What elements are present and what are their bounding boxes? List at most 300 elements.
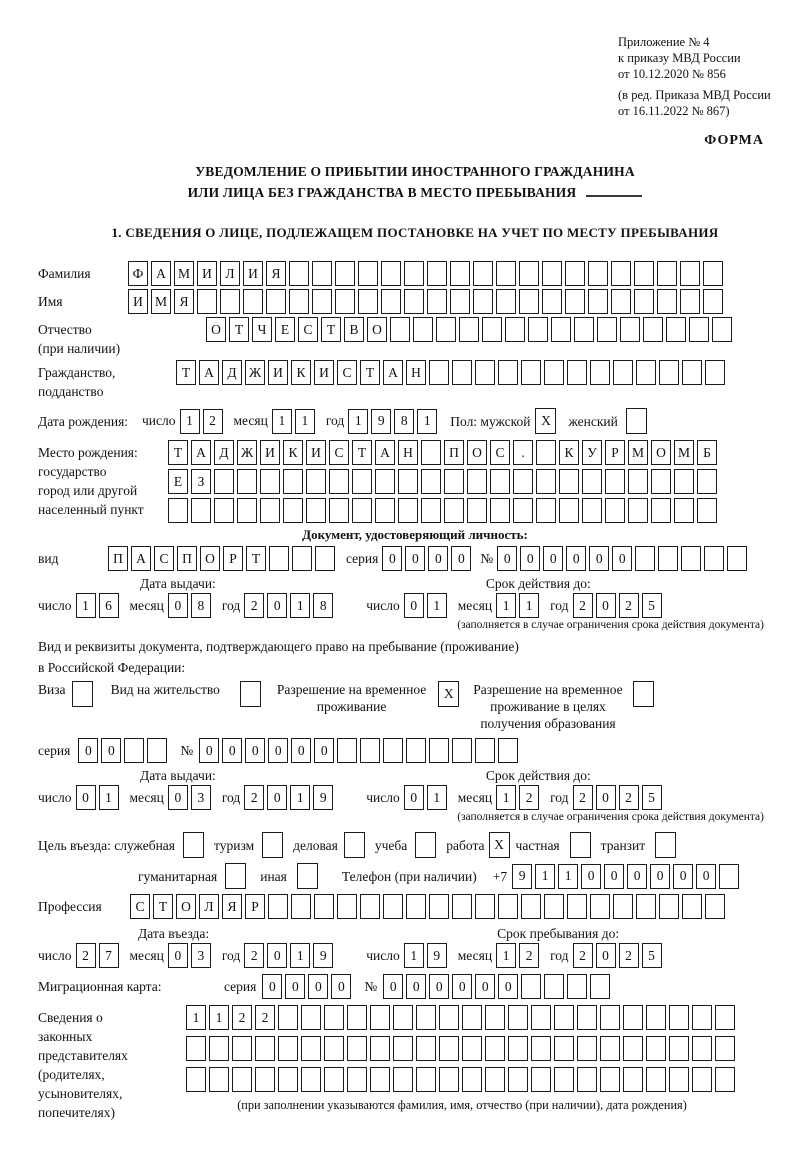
char-cell[interactable] — [381, 261, 401, 286]
char-cell[interactable] — [268, 894, 288, 919]
char-cell[interactable] — [669, 1067, 689, 1092]
char-cell[interactable] — [519, 289, 539, 314]
char-cell[interactable] — [635, 546, 655, 571]
char-cell[interactable]: Ж — [237, 440, 257, 465]
char-cell[interactable] — [651, 498, 671, 523]
char-cell[interactable]: 5 — [642, 943, 662, 968]
char-cell[interactable]: А — [191, 440, 211, 465]
char-cell[interactable] — [237, 498, 257, 523]
edu-residence-checkbox[interactable] — [633, 681, 654, 707]
char-cell[interactable]: О — [176, 894, 196, 919]
char-cell[interactable] — [490, 498, 510, 523]
char-cell[interactable] — [565, 261, 585, 286]
char-cell[interactable] — [590, 894, 610, 919]
char-cell[interactable]: А — [375, 440, 395, 465]
purpose-transit-checkbox[interactable] — [655, 832, 676, 858]
char-cell[interactable] — [360, 738, 380, 763]
char-cell[interactable] — [703, 261, 723, 286]
char-cell[interactable]: С — [337, 360, 357, 385]
char-cell[interactable] — [301, 1005, 321, 1030]
char-cell[interactable]: 2 — [573, 593, 593, 618]
char-cell[interactable] — [324, 1036, 344, 1061]
char-cell[interactable]: 9 — [313, 943, 333, 968]
char-cell[interactable]: 1 — [535, 864, 555, 889]
char-cell[interactable] — [623, 1005, 643, 1030]
char-cell[interactable]: К — [291, 360, 311, 385]
char-cell[interactable]: 0 — [596, 785, 616, 810]
char-cell[interactable] — [498, 360, 518, 385]
char-cell[interactable]: 0 — [596, 593, 616, 618]
char-cell[interactable] — [669, 1036, 689, 1061]
char-cell[interactable]: 0 — [267, 785, 287, 810]
char-cell[interactable]: 5 — [642, 785, 662, 810]
char-cell[interactable] — [582, 498, 602, 523]
char-cell[interactable] — [429, 360, 449, 385]
char-cell[interactable]: Ж — [245, 360, 265, 385]
char-cell[interactable] — [439, 1036, 459, 1061]
char-cell[interactable]: 1 — [76, 593, 96, 618]
char-cell[interactable] — [383, 894, 403, 919]
char-cell[interactable] — [452, 894, 472, 919]
char-cell[interactable]: 2 — [232, 1005, 252, 1030]
char-cell[interactable] — [597, 317, 617, 342]
char-cell[interactable]: Т — [360, 360, 380, 385]
char-cell[interactable]: В — [344, 317, 364, 342]
char-cell[interactable]: 8 — [191, 593, 211, 618]
char-cell[interactable] — [278, 1036, 298, 1061]
char-cell[interactable]: 1 — [427, 593, 447, 618]
char-cell[interactable] — [292, 546, 312, 571]
char-cell[interactable] — [531, 1005, 551, 1030]
char-cell[interactable]: 0 — [405, 546, 425, 571]
char-cell[interactable]: 0 — [262, 974, 282, 999]
char-cell[interactable] — [475, 738, 495, 763]
char-cell[interactable]: 0 — [267, 943, 287, 968]
char-cell[interactable]: 0 — [428, 546, 448, 571]
char-cell[interactable]: 9 — [313, 785, 333, 810]
char-cell[interactable] — [498, 894, 518, 919]
char-cell[interactable] — [651, 469, 671, 494]
char-cell[interactable]: 1 — [417, 409, 437, 434]
char-cell[interactable]: 0 — [650, 864, 670, 889]
char-cell[interactable] — [324, 1005, 344, 1030]
char-cell[interactable] — [390, 317, 410, 342]
char-cell[interactable] — [719, 864, 739, 889]
char-cell[interactable]: Т — [246, 546, 266, 571]
char-cell[interactable]: Е — [275, 317, 295, 342]
char-cell[interactable]: 0 — [498, 974, 518, 999]
char-cell[interactable]: Я — [222, 894, 242, 919]
char-cell[interactable]: 0 — [429, 974, 449, 999]
char-cell[interactable] — [544, 894, 564, 919]
char-cell[interactable] — [301, 1067, 321, 1092]
char-cell[interactable]: Д — [222, 360, 242, 385]
char-cell[interactable] — [406, 738, 426, 763]
char-cell[interactable] — [704, 546, 724, 571]
char-cell[interactable] — [147, 738, 167, 763]
char-cell[interactable] — [712, 317, 732, 342]
char-cell[interactable] — [473, 261, 493, 286]
char-cell[interactable]: Я — [174, 289, 194, 314]
char-cell[interactable]: 0 — [76, 785, 96, 810]
char-cell[interactable]: 0 — [673, 864, 693, 889]
char-cell[interactable] — [577, 1005, 597, 1030]
char-cell[interactable] — [482, 317, 502, 342]
char-cell[interactable] — [335, 261, 355, 286]
char-cell[interactable] — [657, 289, 677, 314]
char-cell[interactable]: Т — [168, 440, 188, 465]
char-cell[interactable] — [467, 498, 487, 523]
char-cell[interactable]: Т — [153, 894, 173, 919]
char-cell[interactable] — [124, 738, 144, 763]
char-cell[interactable] — [551, 317, 571, 342]
char-cell[interactable] — [544, 974, 564, 999]
char-cell[interactable] — [214, 498, 234, 523]
char-cell[interactable]: 1 — [180, 409, 200, 434]
char-cell[interactable] — [577, 1067, 597, 1092]
char-cell[interactable] — [398, 469, 418, 494]
char-cell[interactable] — [429, 738, 449, 763]
char-cell[interactable] — [467, 469, 487, 494]
char-cell[interactable] — [450, 289, 470, 314]
char-cell[interactable] — [444, 498, 464, 523]
char-cell[interactable] — [315, 546, 335, 571]
char-cell[interactable] — [329, 469, 349, 494]
char-cell[interactable]: Т — [352, 440, 372, 465]
char-cell[interactable]: Р — [245, 894, 265, 919]
char-cell[interactable] — [643, 317, 663, 342]
char-cell[interactable]: И — [197, 261, 217, 286]
char-cell[interactable]: 0 — [404, 593, 424, 618]
char-cell[interactable] — [659, 360, 679, 385]
char-cell[interactable] — [513, 469, 533, 494]
char-cell[interactable] — [452, 738, 472, 763]
char-cell[interactable] — [554, 1005, 574, 1030]
char-cell[interactable]: О — [206, 317, 226, 342]
char-cell[interactable] — [582, 469, 602, 494]
char-cell[interactable]: М — [174, 261, 194, 286]
char-cell[interactable]: 1 — [290, 943, 310, 968]
char-cell[interactable] — [186, 1067, 206, 1092]
char-cell[interactable]: 1 — [99, 785, 119, 810]
char-cell[interactable] — [306, 498, 326, 523]
char-cell[interactable]: 9 — [427, 943, 447, 968]
char-cell[interactable] — [416, 1005, 436, 1030]
char-cell[interactable] — [358, 261, 378, 286]
gender-female-checkbox[interactable] — [626, 408, 647, 434]
char-cell[interactable] — [485, 1005, 505, 1030]
char-cell[interactable]: 2 — [255, 1005, 275, 1030]
char-cell[interactable]: О — [367, 317, 387, 342]
char-cell[interactable] — [329, 498, 349, 523]
purpose-study-checkbox[interactable] — [415, 832, 436, 858]
char-cell[interactable]: У — [582, 440, 602, 465]
char-cell[interactable] — [536, 440, 556, 465]
char-cell[interactable]: К — [559, 440, 579, 465]
char-cell[interactable]: 0 — [222, 738, 242, 763]
char-cell[interactable] — [324, 1067, 344, 1092]
char-cell[interactable] — [220, 289, 240, 314]
char-cell[interactable] — [439, 1067, 459, 1092]
char-cell[interactable]: Д — [214, 440, 234, 465]
char-cell[interactable] — [427, 289, 447, 314]
char-cell[interactable] — [452, 360, 472, 385]
char-cell[interactable]: К — [283, 440, 303, 465]
char-cell[interactable] — [519, 261, 539, 286]
purpose-work-checkbox[interactable]: X — [489, 832, 510, 858]
char-cell[interactable] — [657, 261, 677, 286]
char-cell[interactable] — [429, 894, 449, 919]
char-cell[interactable]: 2 — [573, 785, 593, 810]
char-cell[interactable]: 2 — [76, 943, 96, 968]
char-cell[interactable]: 2 — [519, 785, 539, 810]
char-cell[interactable] — [393, 1036, 413, 1061]
char-cell[interactable] — [260, 469, 280, 494]
char-cell[interactable] — [255, 1036, 275, 1061]
char-cell[interactable] — [337, 894, 357, 919]
temp-residence-checkbox[interactable]: X — [438, 681, 459, 707]
char-cell[interactable]: 0 — [382, 546, 402, 571]
char-cell[interactable]: 0 — [566, 546, 586, 571]
char-cell[interactable] — [536, 498, 556, 523]
char-cell[interactable]: 2 — [619, 593, 639, 618]
char-cell[interactable]: Н — [406, 360, 426, 385]
char-cell[interactable] — [168, 498, 188, 523]
purpose-humanitarian-checkbox[interactable] — [225, 863, 246, 889]
char-cell[interactable] — [680, 261, 700, 286]
char-cell[interactable]: 8 — [313, 593, 333, 618]
char-cell[interactable] — [542, 261, 562, 286]
char-cell[interactable] — [636, 894, 656, 919]
char-cell[interactable]: 1 — [186, 1005, 206, 1030]
char-cell[interactable]: 1 — [404, 943, 424, 968]
char-cell[interactable]: С — [490, 440, 510, 465]
char-cell[interactable] — [375, 469, 395, 494]
char-cell[interactable]: Л — [220, 261, 240, 286]
char-cell[interactable]: С — [130, 894, 150, 919]
char-cell[interactable]: 3 — [191, 785, 211, 810]
char-cell[interactable]: 1 — [295, 409, 315, 434]
char-cell[interactable]: 0 — [497, 546, 517, 571]
char-cell[interactable] — [559, 469, 579, 494]
char-cell[interactable]: А — [383, 360, 403, 385]
char-cell[interactable] — [681, 546, 701, 571]
char-cell[interactable]: 0 — [308, 974, 328, 999]
char-cell[interactable] — [485, 1067, 505, 1092]
char-cell[interactable] — [682, 894, 702, 919]
char-cell[interactable]: 0 — [168, 943, 188, 968]
char-cell[interactable] — [416, 1067, 436, 1092]
char-cell[interactable] — [352, 498, 372, 523]
char-cell[interactable] — [475, 894, 495, 919]
char-cell[interactable] — [462, 1005, 482, 1030]
char-cell[interactable] — [590, 360, 610, 385]
char-cell[interactable]: С — [298, 317, 318, 342]
char-cell[interactable] — [505, 317, 525, 342]
char-cell[interactable] — [232, 1036, 252, 1061]
char-cell[interactable]: З — [191, 469, 211, 494]
char-cell[interactable] — [393, 1005, 413, 1030]
char-cell[interactable]: Р — [223, 546, 243, 571]
char-cell[interactable]: Т — [229, 317, 249, 342]
char-cell[interactable] — [459, 317, 479, 342]
char-cell[interactable]: 0 — [199, 738, 219, 763]
char-cell[interactable]: Б — [697, 440, 717, 465]
char-cell[interactable] — [404, 289, 424, 314]
char-cell[interactable] — [513, 498, 533, 523]
char-cell[interactable]: И — [306, 440, 326, 465]
char-cell[interactable]: 1 — [496, 943, 516, 968]
char-cell[interactable] — [209, 1036, 229, 1061]
char-cell[interactable]: 8 — [394, 409, 414, 434]
char-cell[interactable] — [528, 317, 548, 342]
char-cell[interactable]: И — [268, 360, 288, 385]
char-cell[interactable] — [659, 894, 679, 919]
char-cell[interactable] — [692, 1005, 712, 1030]
char-cell[interactable] — [542, 289, 562, 314]
char-cell[interactable]: П — [444, 440, 464, 465]
char-cell[interactable]: 1 — [496, 593, 516, 618]
char-cell[interactable] — [490, 469, 510, 494]
char-cell[interactable] — [347, 1067, 367, 1092]
char-cell[interactable] — [406, 894, 426, 919]
char-cell[interactable] — [590, 974, 610, 999]
char-cell[interactable]: П — [177, 546, 197, 571]
char-cell[interactable] — [666, 317, 686, 342]
char-cell[interactable] — [358, 289, 378, 314]
char-cell[interactable]: 1 — [519, 593, 539, 618]
char-cell[interactable] — [289, 289, 309, 314]
char-cell[interactable] — [283, 469, 303, 494]
char-cell[interactable] — [243, 289, 263, 314]
char-cell[interactable]: 0 — [543, 546, 563, 571]
char-cell[interactable]: О — [467, 440, 487, 465]
char-cell[interactable] — [567, 894, 587, 919]
char-cell[interactable]: 0 — [452, 974, 472, 999]
char-cell[interactable] — [715, 1067, 735, 1092]
char-cell[interactable] — [669, 1005, 689, 1030]
char-cell[interactable] — [646, 1005, 666, 1030]
char-cell[interactable] — [278, 1005, 298, 1030]
char-cell[interactable]: 0 — [696, 864, 716, 889]
char-cell[interactable] — [337, 738, 357, 763]
char-cell[interactable] — [715, 1005, 735, 1030]
char-cell[interactable]: 2 — [619, 785, 639, 810]
char-cell[interactable] — [186, 1036, 206, 1061]
char-cell[interactable] — [692, 1036, 712, 1061]
purpose-other-checkbox[interactable] — [297, 863, 318, 889]
char-cell[interactable] — [450, 261, 470, 286]
char-cell[interactable] — [266, 289, 286, 314]
char-cell[interactable]: А — [151, 261, 171, 286]
char-cell[interactable] — [269, 546, 289, 571]
char-cell[interactable] — [554, 1036, 574, 1061]
char-cell[interactable] — [439, 1005, 459, 1030]
char-cell[interactable]: Т — [176, 360, 196, 385]
char-cell[interactable]: 0 — [101, 738, 121, 763]
char-cell[interactable] — [613, 894, 633, 919]
char-cell[interactable] — [646, 1036, 666, 1061]
char-cell[interactable] — [421, 440, 441, 465]
char-cell[interactable]: И — [314, 360, 334, 385]
char-cell[interactable] — [634, 289, 654, 314]
char-cell[interactable] — [413, 317, 433, 342]
char-cell[interactable] — [521, 974, 541, 999]
char-cell[interactable] — [232, 1067, 252, 1092]
char-cell[interactable]: 1 — [496, 785, 516, 810]
char-cell[interactable] — [715, 1036, 735, 1061]
char-cell[interactable]: М — [628, 440, 648, 465]
char-cell[interactable]: 1 — [290, 785, 310, 810]
char-cell[interactable]: 1 — [272, 409, 292, 434]
char-cell[interactable] — [393, 1067, 413, 1092]
char-cell[interactable] — [554, 1067, 574, 1092]
char-cell[interactable] — [611, 289, 631, 314]
char-cell[interactable]: Е — [168, 469, 188, 494]
char-cell[interactable] — [416, 1036, 436, 1061]
char-cell[interactable]: А — [199, 360, 219, 385]
char-cell[interactable]: 0 — [245, 738, 265, 763]
char-cell[interactable] — [689, 317, 709, 342]
char-cell[interactable] — [559, 498, 579, 523]
char-cell[interactable] — [383, 738, 403, 763]
char-cell[interactable]: О — [651, 440, 671, 465]
char-cell[interactable] — [623, 1036, 643, 1061]
char-cell[interactable] — [611, 261, 631, 286]
char-cell[interactable]: 2 — [244, 593, 264, 618]
char-cell[interactable]: 0 — [604, 864, 624, 889]
char-cell[interactable] — [375, 498, 395, 523]
char-cell[interactable] — [398, 498, 418, 523]
char-cell[interactable] — [312, 261, 332, 286]
char-cell[interactable]: 0 — [168, 593, 188, 618]
char-cell[interactable]: 0 — [475, 974, 495, 999]
char-cell[interactable] — [703, 289, 723, 314]
char-cell[interactable]: 0 — [589, 546, 609, 571]
char-cell[interactable] — [620, 317, 640, 342]
char-cell[interactable] — [370, 1005, 390, 1030]
char-cell[interactable] — [646, 1067, 666, 1092]
char-cell[interactable]: 2 — [244, 785, 264, 810]
char-cell[interactable]: 2 — [573, 943, 593, 968]
char-cell[interactable]: 2 — [619, 943, 639, 968]
char-cell[interactable] — [360, 894, 380, 919]
char-cell[interactable] — [521, 360, 541, 385]
char-cell[interactable] — [197, 289, 217, 314]
char-cell[interactable]: 1 — [427, 785, 447, 810]
char-cell[interactable] — [485, 1036, 505, 1061]
char-cell[interactable] — [636, 360, 656, 385]
char-cell[interactable] — [421, 469, 441, 494]
char-cell[interactable] — [628, 469, 648, 494]
char-cell[interactable]: 2 — [519, 943, 539, 968]
char-cell[interactable] — [404, 261, 424, 286]
char-cell[interactable] — [496, 261, 516, 286]
char-cell[interactable]: 0 — [285, 974, 305, 999]
char-cell[interactable]: 0 — [331, 974, 351, 999]
char-cell[interactable]: 1 — [290, 593, 310, 618]
char-cell[interactable] — [289, 261, 309, 286]
char-cell[interactable] — [682, 360, 702, 385]
char-cell[interactable]: 0 — [383, 974, 403, 999]
char-cell[interactable] — [531, 1036, 551, 1061]
char-cell[interactable] — [291, 894, 311, 919]
char-cell[interactable]: О — [200, 546, 220, 571]
char-cell[interactable] — [312, 289, 332, 314]
char-cell[interactable]: 5 — [642, 593, 662, 618]
char-cell[interactable] — [427, 261, 447, 286]
char-cell[interactable] — [444, 469, 464, 494]
